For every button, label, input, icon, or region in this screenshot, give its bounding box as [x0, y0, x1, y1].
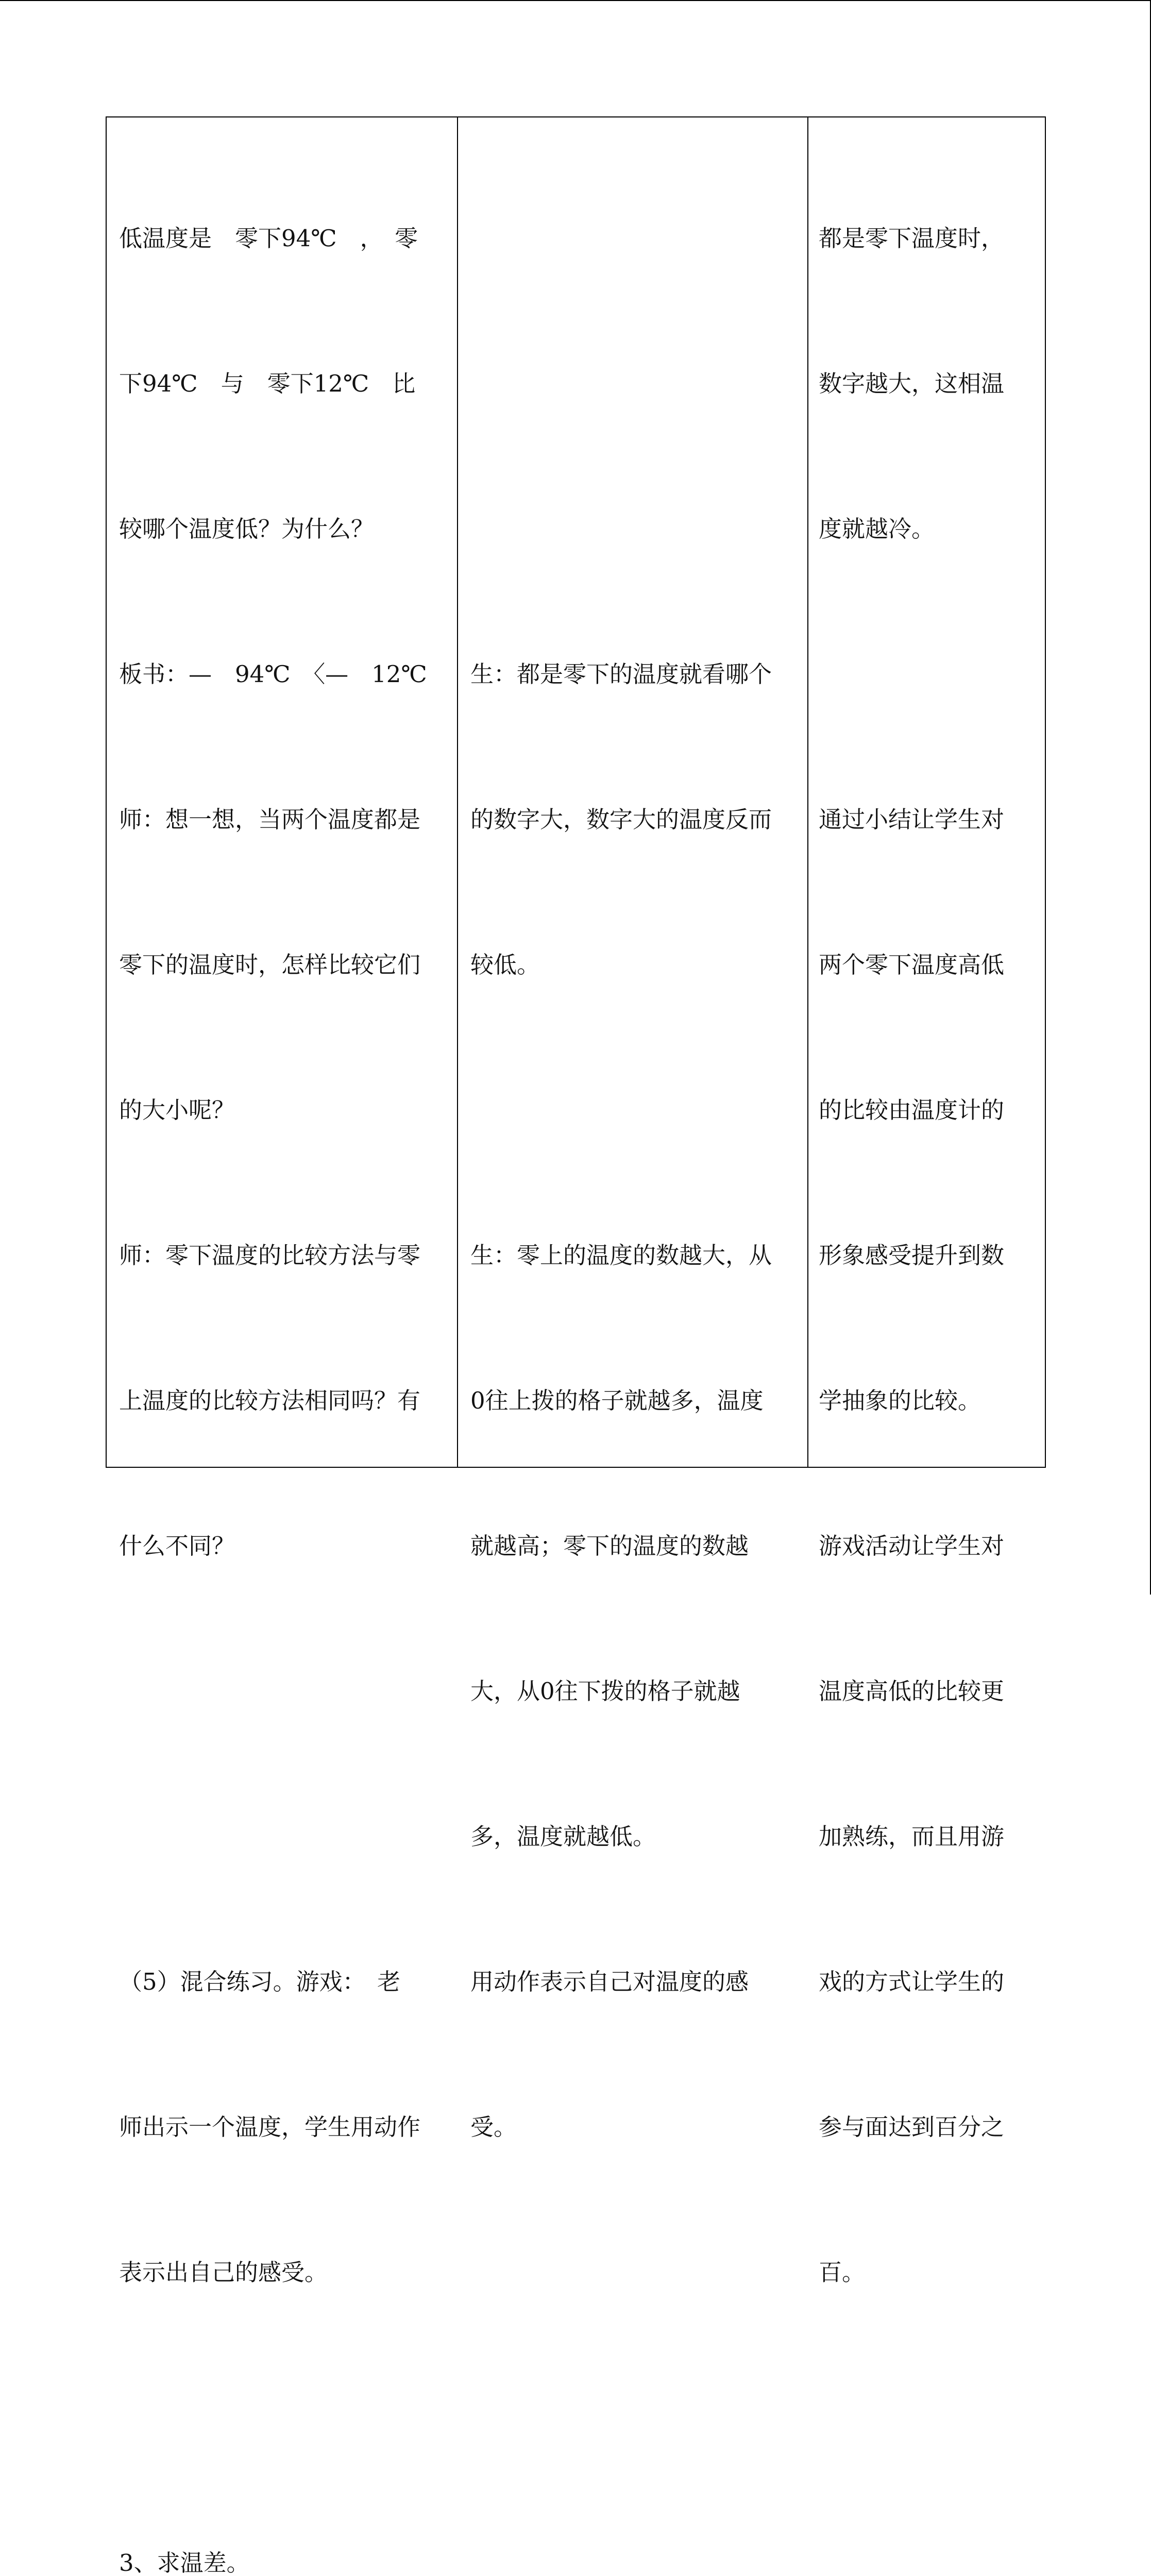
column-divider: [807, 117, 808, 1467]
text-line: 两个零下温度高低: [819, 951, 1005, 978]
text-line: 形象感受提升到数: [819, 1242, 1005, 1269]
text-line: [470, 1086, 800, 1134]
text-line: [470, 505, 800, 553]
student-activity-cell: [470, 117, 800, 2576]
text-line: [470, 2394, 800, 2442]
column-divider: [457, 117, 458, 1467]
text-line: 的比较由温度计的: [819, 1096, 1005, 1124]
text-line: 板书：— 94℃ 〈— 12℃: [119, 660, 427, 688]
text-line: [470, 360, 800, 408]
text-line: 生：零上的温度的数越大，从: [470, 1242, 772, 1269]
text-line: 师出示一个温度，学生用动作: [119, 2113, 421, 2141]
text-line: [119, 1667, 447, 1716]
text-line: 的大小呢？: [119, 1096, 235, 1124]
teacher-activity-cell: [119, 117, 447, 2576]
text-line: [470, 214, 800, 263]
text-line: 生：都是零下的温度就看哪个: [470, 660, 772, 688]
text-line: 都是零下温度时，: [819, 225, 1005, 252]
text-line: 度就越冷。: [819, 515, 935, 543]
text-line: 戏的方式让学生的: [819, 1968, 1005, 1995]
lesson-plan-table: [106, 116, 1046, 2576]
text-line: 0往上拨的格子就越多，温度: [470, 1387, 764, 1414]
text-line: 下94℃ 与 零下12℃ 比: [119, 370, 416, 397]
text-line: 师：想一想，当两个温度都是: [119, 806, 421, 833]
text-line: [470, 2539, 800, 2576]
text-line: 较低。: [470, 951, 540, 978]
text-line: 的数字大，数字大的温度反而: [470, 806, 772, 833]
text-line: 通过小结让学生对: [819, 806, 1005, 833]
text-line: [819, 650, 1035, 699]
text-line: 师：零下温度的比较方法与零: [119, 1242, 421, 1269]
text-line: 就越高；零下的温度的数越: [470, 1532, 749, 1560]
text-line: 学抽象的比较。: [819, 1387, 981, 1414]
text-line: 表示出自己的感受。: [119, 2259, 328, 2286]
text-line: [819, 2539, 1035, 2576]
text-line: [819, 2394, 1035, 2442]
text-line: 多，温度就越低。: [470, 1823, 656, 1850]
text-line: 加熟练，而且用游: [819, 1823, 1005, 1850]
text-line: 温度高低的比较更: [819, 1677, 1005, 1705]
text-line: 百。: [819, 2259, 866, 2286]
text-line: 什么不同？: [119, 1532, 235, 1560]
text-line: 用动作表示自己对温度的感: [470, 1968, 749, 1995]
text-line: 受。: [470, 2113, 517, 2141]
text-line: 大，从0往下拨的格子就越: [470, 1677, 740, 1705]
text-line: [119, 1812, 447, 1861]
design-intent-cell: [819, 117, 1035, 2576]
text-line: （5）混合练习。游戏： 老: [119, 1968, 401, 1995]
text-line: 上温度的比较方法相同吗？有: [119, 1387, 421, 1414]
text-line: 低温度是 零下94℃ ， 零: [119, 225, 418, 252]
text-line: 3、求温差。: [119, 2549, 250, 2576]
text-line: 数字越大，这相温: [819, 370, 1005, 397]
text-line: [119, 2394, 447, 2442]
text-line: 参与面达到百分之: [819, 2113, 1005, 2141]
text-line: [470, 2248, 800, 2297]
text-line: 较哪个温度低？为什么？: [119, 515, 375, 543]
text-line: 游戏活动让学生对: [819, 1532, 1005, 1560]
text-line: 零下的温度时，怎样比较它们: [119, 951, 421, 978]
